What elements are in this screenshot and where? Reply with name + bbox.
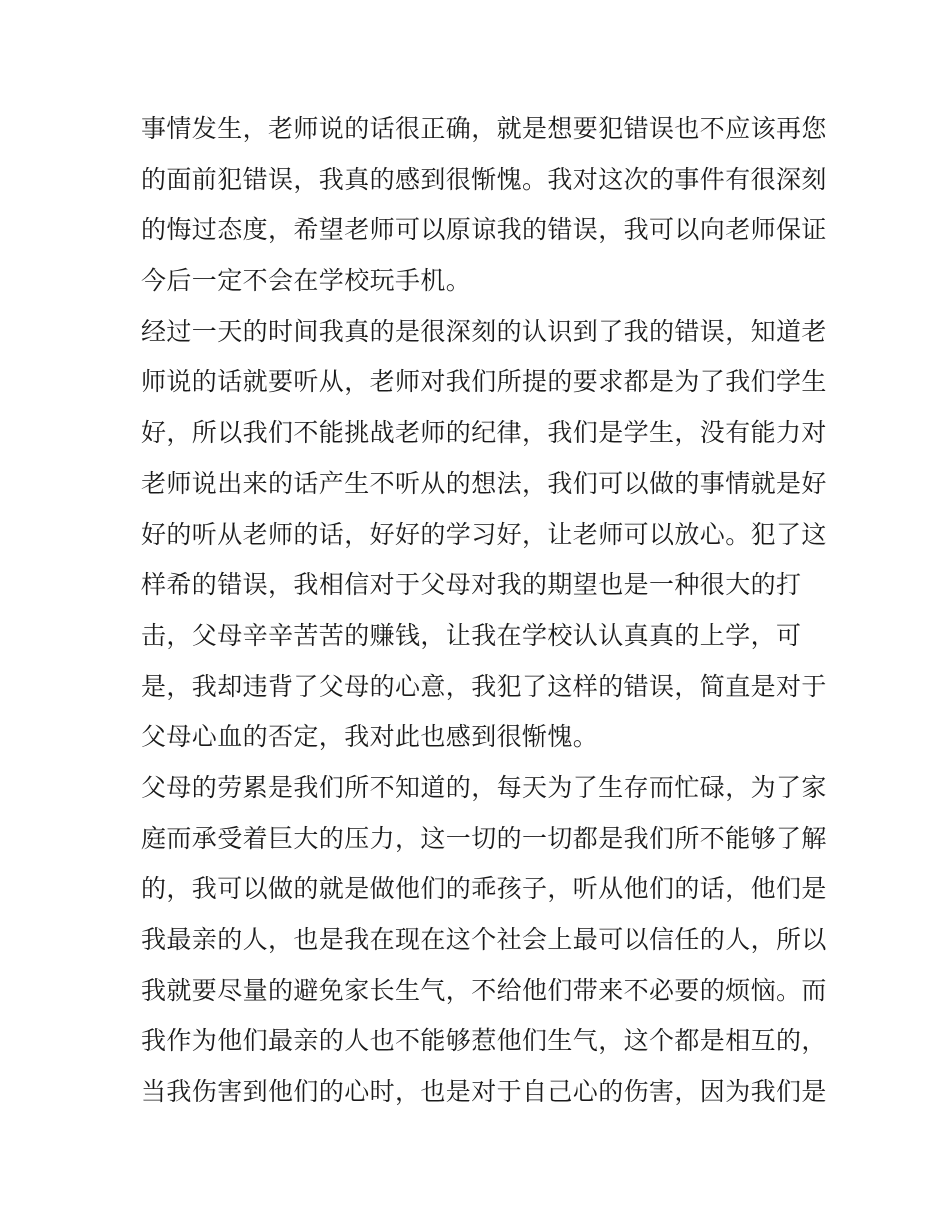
text-line: 师说的话就要听从，老师对我们所提的要求都是为了我们学生 [141,367,827,397]
text-line: 经过一天的时间我真的是很深刻的认识到了我的错误，知道老 [141,316,827,346]
text-line: 好的听从老师的话，好好的学习好，让老师可以放心。犯了这 [141,519,827,549]
text-line: 老师说出来的话产生不听从的想法，我们可以做的事情就是好 [141,468,827,498]
text-line: 的，我可以做的就是做他们的乖孩子，听从他们的话，他们是 [141,874,827,904]
text-line: 好，所以我们不能挑战老师的纪律，我们是学生，没有能力对 [141,418,827,448]
text-line: 样希的错误，我相信对于父母对我的期望也是一种很大的打 [141,570,802,600]
text-line: 我就要尽量的避免家长生气，不给他们带来不必要的烦恼。而 [141,975,827,1005]
text-line: 今后一定不会在学校玩手机。 [141,266,472,296]
text-line: 事情发生，老师说的话很正确，就是想要犯错误也不应该再您 [141,114,827,143]
text-line: 击，父母辛辛苦苦的赚钱，让我在学校认认真真的上学，可 [141,620,802,650]
document-body [141,104,827,1118]
text-line: 当我伤害到他们的心时，也是对于自己心的伤害，因为我们是 [141,1077,827,1107]
text-line: 庭而承受着巨大的压力，这一切的一切都是我们所不能够了解 [141,823,827,853]
text-line: 的悔过态度，希望老师可以原谅我的错误，我可以向老师保证 [141,215,827,245]
text-line: 的面前犯错误，我真的感到很惭愧。我对这次的事件有很深刻 [141,164,827,194]
text-line: 我最亲的人，也是我在现在这个社会上最可以信任的人，所以 [141,925,827,954]
text-line: 我作为他们最亲的人也不能够惹他们生气，这个都是相互的， [141,1026,827,1056]
text-line: 是，我却违背了父母的心意，我犯了这样的错误，简直是对于 [141,671,827,701]
text-line: 父母的劳累是我们所不知道的，每天为了生存而忙碌，为了家 [141,772,827,802]
text-line: 父母心血的否定，我对此也感到很惭愧。 [141,722,599,752]
